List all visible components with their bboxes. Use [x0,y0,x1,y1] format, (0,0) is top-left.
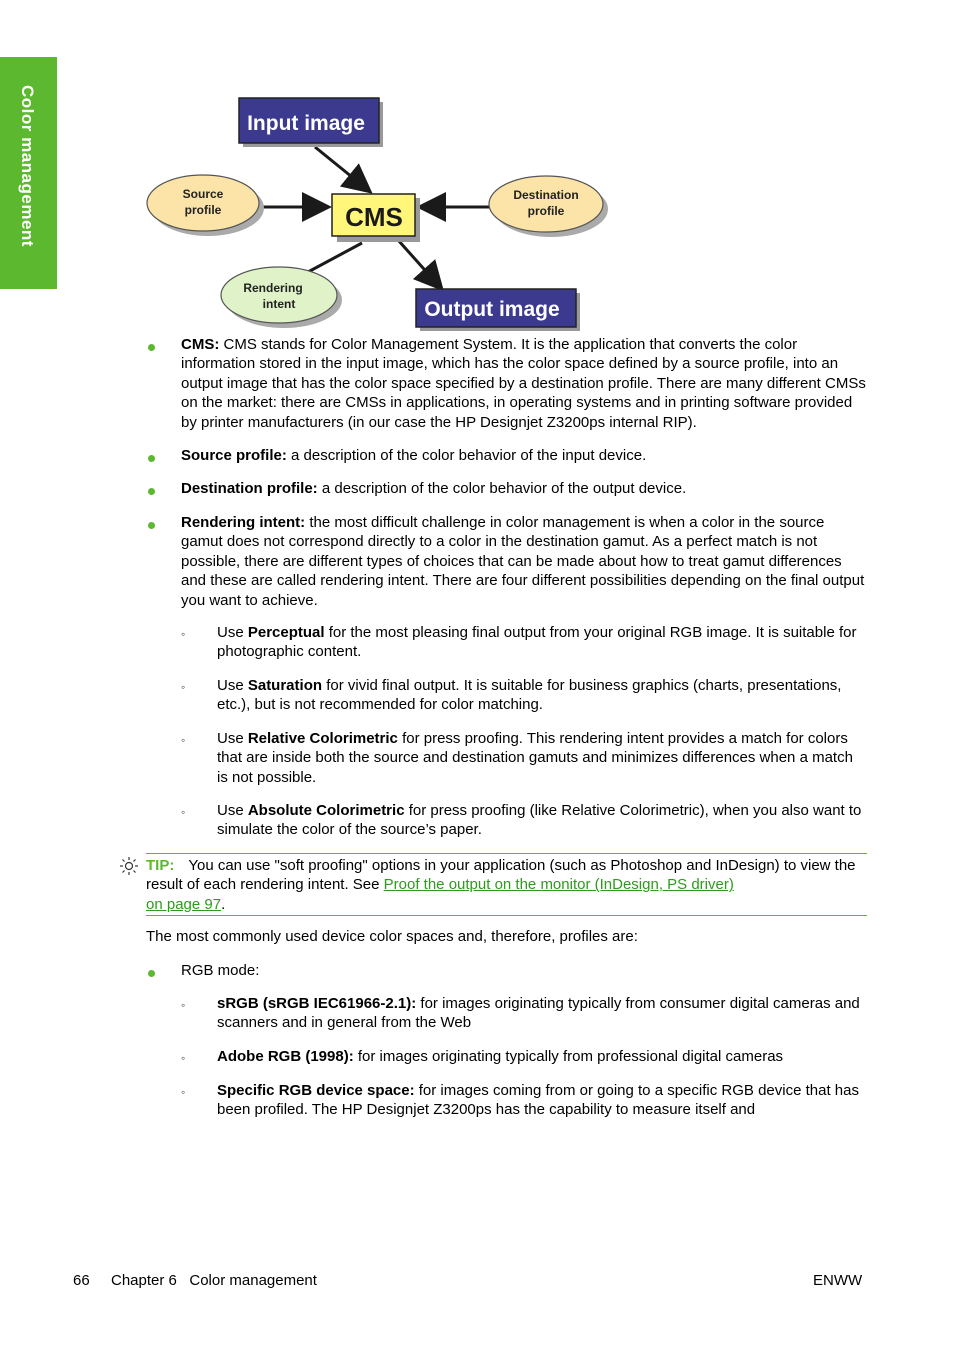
bullet-icon [147,483,157,493]
term-source-profile: Source profile: [181,447,287,464]
term-cms: CMS: [181,336,220,353]
bullet-icon [147,517,157,527]
sub-bullet-icon: ◦ [181,733,186,747]
text-cms: CMS stands for Color Management System. It is the application that converts the color information stored in the input image, which has the color space defined by a source profile, into an output image that has the color space specified by a destination profile. There are many different CMSs on the market: there are CMSs in applications, in operating systems and in printing software provided by printer manufacturers (in our case the HP Designjet Z3200ps internal RIP). [181,336,866,431]
text-destination-profile: a description of the color behavior of the output device. [317,480,687,497]
sub-bullet-icon: ◦ [181,998,186,1012]
arrow-intent-to-cms [308,243,362,272]
bullet-icon [147,339,157,349]
cms-diagram [140,95,620,335]
destination-profile-label-1: Destination [513,188,579,202]
cms-label: CMS [345,202,403,232]
arrow-cms-to-output [398,240,440,287]
rgb-item-specific: Specific RGB device space: for images coming from or going to a specific RGB device that has been profiled. The HP Designjet Z3200ps has the capability to measure itself and [217,1082,859,1119]
rendering-intent-label-1: Rendering [243,281,303,295]
arrow-input-to-cms [315,147,368,190]
lightbulb-icon [119,856,139,876]
bullet-cms [181,335,867,432]
text-rendering-intent: the most difficult challenge in color management is when a color in the source gamut does not correspond directly to a color in the destination gamut. As a perfect match is not possible, there are different types of choices that can be made about how to treat gamut differences and these are called rendering intent. There are four different possibilities depending on the final output you want to achieve. [181,514,865,609]
intent-saturation: Use Saturation for vivid final output. It is suitable for business graphics (charts, presentations, etc.), but is not recommended for color matching. [217,677,842,714]
intent-perceptual: Use Perceptual for the most pleasing final output from your original RGB image. It is suitable for photographic content. [217,624,857,661]
term-rendering-intent: Rendering intent: [181,514,306,531]
bullet-source-profile [181,446,867,465]
intent-absolute-colorimetric: Use Absolute Colorimetric for press proofing (like Relative Colorimetric), when you also want to simulate the color of the source’s paper. [217,802,862,839]
side-tab [0,57,57,289]
term-destination-profile: Destination profile: [181,480,318,497]
bullet-icon [147,450,157,460]
sub-bullet-icon: ◦ [181,627,186,641]
footer-chapter: Chapter 6 Color management [111,1272,317,1289]
sub-bullet-icon: ◦ [181,805,186,819]
page-number: 66 [73,1272,90,1289]
tip-link[interactable]: Proof the output on the monitor (InDesign, PS driver) on page 97 [146,876,734,913]
sub-bullet-icon: ◦ [181,1085,186,1099]
side-tab-label: Color management [18,85,37,247]
text-source-profile: a description of the color behavior of the input device. [286,447,647,464]
sub-bullet-icon: ◦ [181,1051,186,1065]
rgb-item-adobe: Adobe RGB (1998): for images originating typically from professional digital cameras [217,1048,784,1065]
rendering-intent-ellipse [221,267,337,323]
bullet-icon [147,965,157,975]
bullet-rendering-intent [181,513,867,610]
tip-label: TIP: [146,857,175,874]
bullet-rgb-mode: RGB mode: [181,962,260,979]
sub-bullet-icon: ◦ [181,680,186,694]
source-profile-label-2: profile [184,203,222,217]
footer-enww: ENWW [813,1272,863,1289]
rendering-intent-label-2: intent [262,297,296,311]
source-profile-label-1: Source [182,187,224,201]
destination-profile-label-2: profile [527,204,565,218]
intent-relative-colorimetric: Use Relative Colorimetric for press proofing. This rendering intent provides a match for colors that are inside both the source and destination gamuts and minimizes differences when a match is not possible. [217,730,853,786]
tip-box: TIP: You can use "soft proofing" options in your application (such as Photoshop and InDesign) to view the result of each rendering intent. See Proof the output on the monitor (InDesign, PS driver) on page 97. [146,853,867,916]
rgb-item-srgb: sRGB (sRGB IEC61966-2.1): for images originating typically from consumer digital cameras and scanners and in general from the Web [217,995,860,1032]
output-image-label: Output image [424,298,560,321]
bullet-destination-profile [181,479,867,498]
profiles-intro: The most commonly used device color spaces and, therefore, profiles are: [146,928,638,945]
tip-text: You can use "soft proofing" options in your application (such as Photoshop and InDesign) to view the result of each rendering intent. See [146,857,856,894]
input-image-label: Input image [247,112,365,135]
